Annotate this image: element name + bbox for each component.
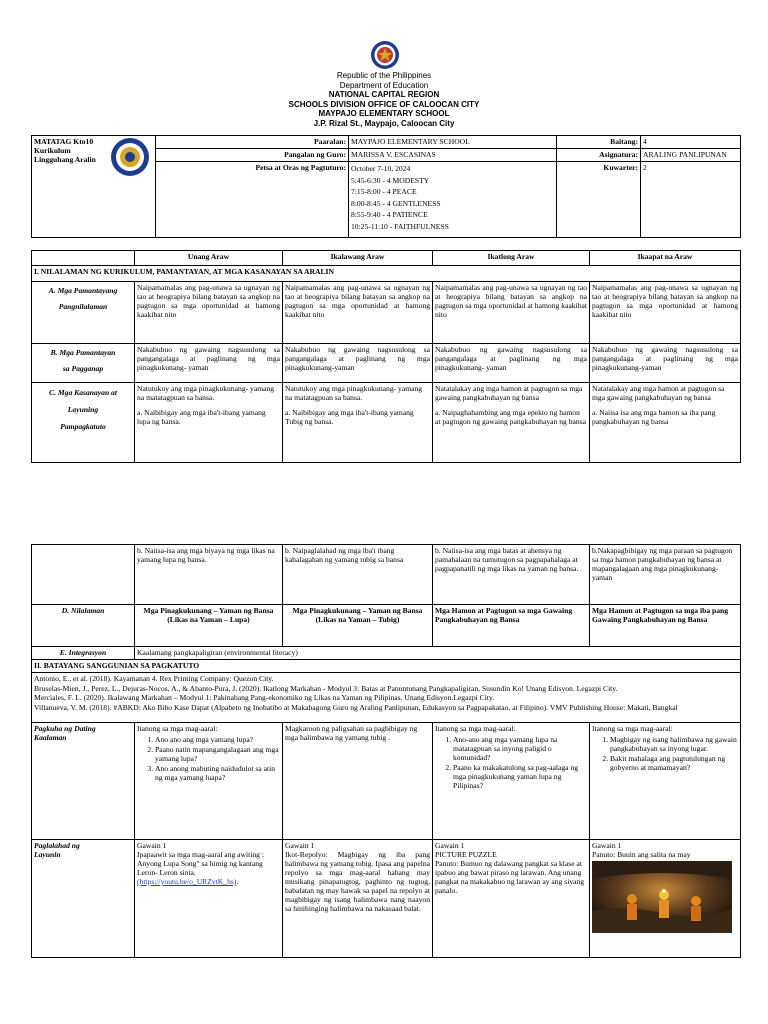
- row-b-day3: Nakabubuo ng gawaing nagsusulong sa pangangalaga at paglinang ng mga pinagkukunang- yaman: [433, 344, 590, 383]
- list-item: 2. Paano ka makakatulong sa pag-aalaga ng mga pinagkukunang yaman lupa ng Pilipinas?: [453, 763, 587, 790]
- row-p-day1-intro: Itanong sa mga mag-aaral:: [137, 724, 218, 733]
- petsa-line: 8:00-8:45 - 4 GENTLENESS: [351, 198, 441, 208]
- row-l-label: [32, 840, 135, 958]
- section-1-heading: I. NILALAMAN NG KURIKULUM, PAMANTAYAN, AT MGA KASANAYAN SA ARALIN: [32, 266, 741, 282]
- cont-day2: b. Naipaglalahad ng mga iba't ibang kahalagahan ng yamang tubig sa bansa: [283, 545, 433, 605]
- row-l-day3-text: Panuto: Bumuo ng dalawang pangkat sa klase at ipabuo ang bawat piraso ng larawan. Ang unang pangkat na makakabuo ng larawan ay ang siyang panalo.: [435, 859, 585, 895]
- row-l-day1-end: .: [236, 877, 239, 886]
- row-d-day1: Mga Pinagkukunang – Yaman ng Bansa (Likas na Yaman – Lupa): [135, 605, 283, 647]
- header-division: SCHOOLS DIVISION OFFICE OF CALOOCAN CITY: [288, 99, 480, 109]
- row-a-day1: Naipamamalas ang pag-unawa sa ugnayan ng tao at heograpiya bilang batayan sa angkop na pagtugon sa mga oportunidad at hamong kaakibat nito: [135, 282, 283, 344]
- reference-item: Antonio, E., et al. (2018). Kayamanan 4. Rex Printing Company: Quezon City.: [34, 674, 274, 683]
- row-a-day3: Naipamamalas ang pag-unawa sa ugnayan ng tao at heograpiya bilang batayan sa angkop na pagtugon sa mga oportunidad at hamong kaakibat nito: [433, 282, 590, 344]
- row-l-label-1: Paglalahad ng: [34, 841, 80, 850]
- asignatura-label: Asignatura:: [557, 149, 641, 162]
- youtube-link[interactable]: (https://youtu.be/o_URZvtK_hs): [137, 877, 237, 886]
- header-department: Department of Education: [339, 80, 429, 90]
- list-item: 1. Magbigay ng isang halimbawa ng gawain pangkabuhayan sa inyong lugar.: [610, 735, 738, 753]
- row-d-day2: Mga Pinagkukunang – Yaman ng Bansa (Likas na Yaman – Tubig): [283, 605, 433, 647]
- row-c-day4: [590, 383, 741, 463]
- petsa-line: 10:25-11:10 - FAITHFULNESS: [351, 221, 449, 231]
- mining-photo: [592, 861, 732, 933]
- list-item: 1. Ano ano ang mga yamang lupa?: [155, 735, 280, 744]
- petsa-label: Petsa at Oras ng Pagtuturo:: [156, 162, 349, 238]
- info-title-1: MATATAG Kto10: [34, 137, 94, 146]
- row-p-day3-list: [435, 735, 587, 790]
- row-a-label-2: Pangnilalaman: [58, 302, 108, 311]
- cont-day3: b. Naiisa-isa ang mga batas at ahensya ng pamahalaan na tumutugon sa pagpapahalaga at pagpapanatili ng mga likas na yaman ng bansa.: [433, 545, 590, 605]
- day-header-1: Unang Araw: [135, 251, 283, 266]
- row-l-day4-title: Gawain 1: [592, 841, 622, 850]
- petsa-line: October 7-10, 2024: [351, 164, 411, 173]
- row-c-day1: [135, 383, 283, 463]
- row-a-day4: Naipamamalas ang pag-unawa sa ugnayan ng tao at heograpiya bilang batayan sa angkop na pagtugon sa mga oportunidad at hamong kaakibat nito: [590, 282, 741, 344]
- row-l-day4: [590, 840, 741, 958]
- row-d-day3: Mga Hamon at Pagtugon sa mga Gawaing Pangkabuhayan ng Bansa: [433, 605, 590, 647]
- header-region: NATIONAL CAPITAL REGION: [328, 90, 440, 100]
- baitang-value: 4: [641, 136, 741, 149]
- row-c-day4-b: a. Naiisa isa ang mga hamon sa iba pang pangkabuhayan ng bansa: [592, 408, 716, 426]
- corner-cell: [32, 251, 135, 266]
- row-p-day3-intro: Itanong sa mga mag-aaral:: [435, 724, 516, 733]
- section-2-heading: II. BATAYANG SANGGUNIAN SA PAGKATUTO: [32, 660, 741, 673]
- row-e-text: Kaalamang pangkapaligiran (environmental literacy): [135, 647, 741, 660]
- row-c-label: [32, 383, 135, 463]
- day-header-4: Ikaapat na Araw: [590, 251, 741, 266]
- row-p-day3: [433, 723, 590, 840]
- row-b-day2: Nakabubuo ng gawaing nagsusulong sa pangangalaga at paglinang ng mga pinagkukunang-yaman: [283, 344, 433, 383]
- petsa-value: [349, 162, 557, 238]
- row-c-day2-a: Natutukoy ang mga pinagkukunang- yamang na matatagpuan sa bansa.: [285, 384, 423, 402]
- row-c-day3: [433, 383, 590, 463]
- info-title-2: Kurikulum: [34, 146, 71, 155]
- header-school: MAYPAJO ELEMENTARY SCHOOL: [318, 109, 450, 119]
- reference-item: Bruselas-Mien, J., Perez, L., Dejuras-Nocos, A., & Abanto-Pura, J. (2020). Ikatlong Markahan - Modyul 3: Batas at Panuntunang Pangkapaligiran, Susundin Ko! Unang Edisyon. Legazpi City.: [34, 683, 618, 693]
- row-c-label-3: Pampagkatuto: [60, 422, 106, 431]
- guro-value: MARISSA V. ESCASINAS: [349, 149, 557, 162]
- info-table: [31, 135, 741, 238]
- row-a-day2: Naipamamalas ang pag-unawa sa ugnayan ng tao at heograpiya bilang batayan sa angkop na pagtugon sa mga oportunidad at hamong kaakibat nito: [283, 282, 433, 344]
- school-seal-icon: [110, 137, 150, 177]
- document-header: [0, 71, 768, 129]
- row-p-day1: [135, 723, 283, 840]
- deped-seal-icon: [370, 40, 400, 70]
- row-c-day2: [283, 383, 433, 463]
- row-b-day4: Nakabubuo ng gawaing nagsusulong sa pangangalaga at paglinang ng mga pinagkukunang-yaman: [590, 344, 741, 383]
- row-l-day3: [433, 840, 590, 958]
- row-a-label-1: A. Mga Pamantayang: [48, 286, 118, 295]
- row-l-day2: [283, 840, 433, 958]
- list-item: 3. Ano anong mabuting naidudulot sa atin ng mga yamang luapa?: [155, 764, 280, 782]
- info-title-cell: [32, 136, 156, 238]
- row-c-day2-b: a. Naibibigay ang mga iba't-ibang yamang Tubig ng bansa.: [285, 408, 414, 426]
- row-l-day2-title: Gawain 1: [285, 841, 315, 850]
- list-item: 2. Bakit mahalaga ang pagtutulungan ng gobyerno at mamamayan?: [610, 754, 738, 772]
- paaralan-label: Paaralan:: [156, 136, 349, 149]
- cont-day1: b. Naiisa-isa ang mga biyaya ng mga likas na yamang lupa ng bansa.: [135, 545, 283, 605]
- list-item: 1. Ano-ano ang mga yamang lupa na matatagpuan sa inyong paligid o komunidad?: [453, 735, 587, 762]
- petsa-line: 5:45-6:30 - 4 MODESTY: [351, 175, 430, 185]
- reference-item: Merciales, F. L. (2020). Ikalawang Markahan – Modyul 1: Pakinabang Pang-ekonomiko ng Likas na Yaman ng Pilipinas. Unang Edisyon.Legazpi City.: [34, 693, 495, 702]
- kuwarter-value: 2: [641, 162, 741, 238]
- paaralan-value: MAYPAJO ELEMENTARY SCHOOL: [349, 136, 557, 149]
- cont-label: [32, 545, 135, 605]
- row-l-day1-text: Ipapaawit sa mga mag-aaral ang awiting : Anyong Lupa Song" sa himig ng kantang Leron- Leron sinta.: [137, 850, 264, 877]
- row-l-day1: [135, 840, 283, 958]
- row-l-label-2: Layunin: [34, 850, 61, 859]
- lesson-table-2: [31, 544, 741, 958]
- cont-day4: b.Nakapagbibigay ng mga paraan sa pagtugon sa mga hamon pangkabuhayan ng bansa at mapangalagaan ang mga pinagkukunang-yaman: [590, 545, 741, 605]
- row-p-day4: [590, 723, 741, 840]
- row-l-day3-title: Gawain 1: [435, 841, 465, 850]
- row-c-day3-b: a. Naipaghahambing ang mga epekto ng hamon at pagtugon ng gawaing pangkabuhayan ng bansa: [435, 408, 586, 426]
- list-item: 2. Paano natin mapangangalagaan ang mga yamang lupa?: [155, 745, 280, 763]
- row-d-label: D. Nilalaman: [32, 605, 135, 647]
- lesson-table-1: [31, 250, 741, 463]
- petsa-line: 7:15-8:00 - 4 PEACE: [351, 187, 417, 196]
- reference-item: Villanueva, V. M. (2018). #ABKD: Ako Bibo Kase Dapat (Alpabeto ng Inobatibo at Makabagong Guro ng Araling Panlipunan, Edukasyon sa Pagpapakatao, at Filipino). VMV Publishing House: Makati, Bangkal: [34, 702, 678, 712]
- row-p-label-2: Kaalaman: [34, 733, 67, 742]
- row-c-day1-b: a. Naibibigay ang mga iba't-ibang yamang lupa ng bansa.: [137, 408, 266, 426]
- references: [32, 673, 741, 723]
- baitang-label: Baitang:: [557, 136, 641, 149]
- header-republic: Republic of the Philippines: [336, 71, 432, 80]
- row-c-day4-a: Natatalakay ang mga hamon at pagtugon sa mga gawaing pangkabuhayan ng bansa: [592, 384, 725, 402]
- row-b-day1: Nakabubuo ng gawaing nagsusulong sa pangangalaga at paglinang ng mga pinagkukunang- yaman: [135, 344, 283, 383]
- row-l-day4-text: Panuto: Buuin ang salita na may: [592, 850, 691, 859]
- row-b-label-2: sa Pagganap: [62, 364, 104, 373]
- kuwarter-label: Kuwarter:: [557, 162, 641, 238]
- day-header-3: Ikatlong Araw: [433, 251, 590, 266]
- row-c-label-1: C. Mga Kasanayan at: [49, 388, 117, 397]
- row-d-day4: Mga Hamon at Pagtugon sa mga iba pang Gawaing Pangkabuhayan ng Bansa: [590, 605, 741, 647]
- row-l-day1-title: Gawain 1: [137, 841, 167, 850]
- row-e-label: E. Integrasyon: [32, 647, 135, 660]
- row-p-label: [32, 723, 135, 840]
- row-p-label-1: Pagkuha ng Dating: [34, 724, 96, 733]
- info-title-3: Lingguhang Aralin: [34, 155, 96, 164]
- petsa-line: 8:55-9:40 - 4 PATIENCE: [351, 210, 428, 219]
- row-p-day4-intro: Itanong sa mga mag-aaral:: [592, 724, 673, 733]
- row-l-day1-body: [137, 850, 280, 886]
- row-b-label: [32, 344, 135, 383]
- header-address: J.P. Rizal St., Maypajo, Caloocan City: [313, 118, 455, 128]
- row-c-day3-a: Natatalakay ang mga hamon at pagtugon sa mga gawaing pangkabuhayan ng bansa: [435, 384, 583, 402]
- row-p-day2: Magkaroon ng paligsahan sa pagbibigay ng mga halimbawa ng yamang tubig .: [283, 723, 433, 840]
- row-a-label: [32, 282, 135, 344]
- guro-label: Pangalan ng Guro:: [156, 149, 349, 162]
- row-c-day1-a: Natutukoy ang mga pinagkukunang- yamang na matatagpuan sa bansa.: [137, 384, 275, 402]
- row-l-day2-text: Ikot-Repolyo: Magbigay ng iba pang halimbawa ng yamang tubig. Ipasa ang papelna repolyo sa mga mag-aaral habang may musikang pinapatugtog, paghinto ng tugtog, babalatan ng may hawak sa papel na repolyo at magbibigay ng isang halimbawa nang naayon sa hinihinging halimbawa na nakasaad balat.: [285, 850, 430, 913]
- asignatura-value: ARALING PANLIPUNAN: [641, 149, 741, 162]
- row-p-day4-list: [592, 735, 738, 772]
- day-header-2: Ikalawang Araw: [283, 251, 433, 266]
- row-l-day3-sub: PICTURE PUZZLE: [435, 850, 497, 859]
- row-c-label-2: Layuning: [67, 405, 99, 414]
- row-b-label-1: B. Mga Pamantayan: [50, 348, 116, 357]
- row-p-day1-list: [137, 735, 280, 782]
